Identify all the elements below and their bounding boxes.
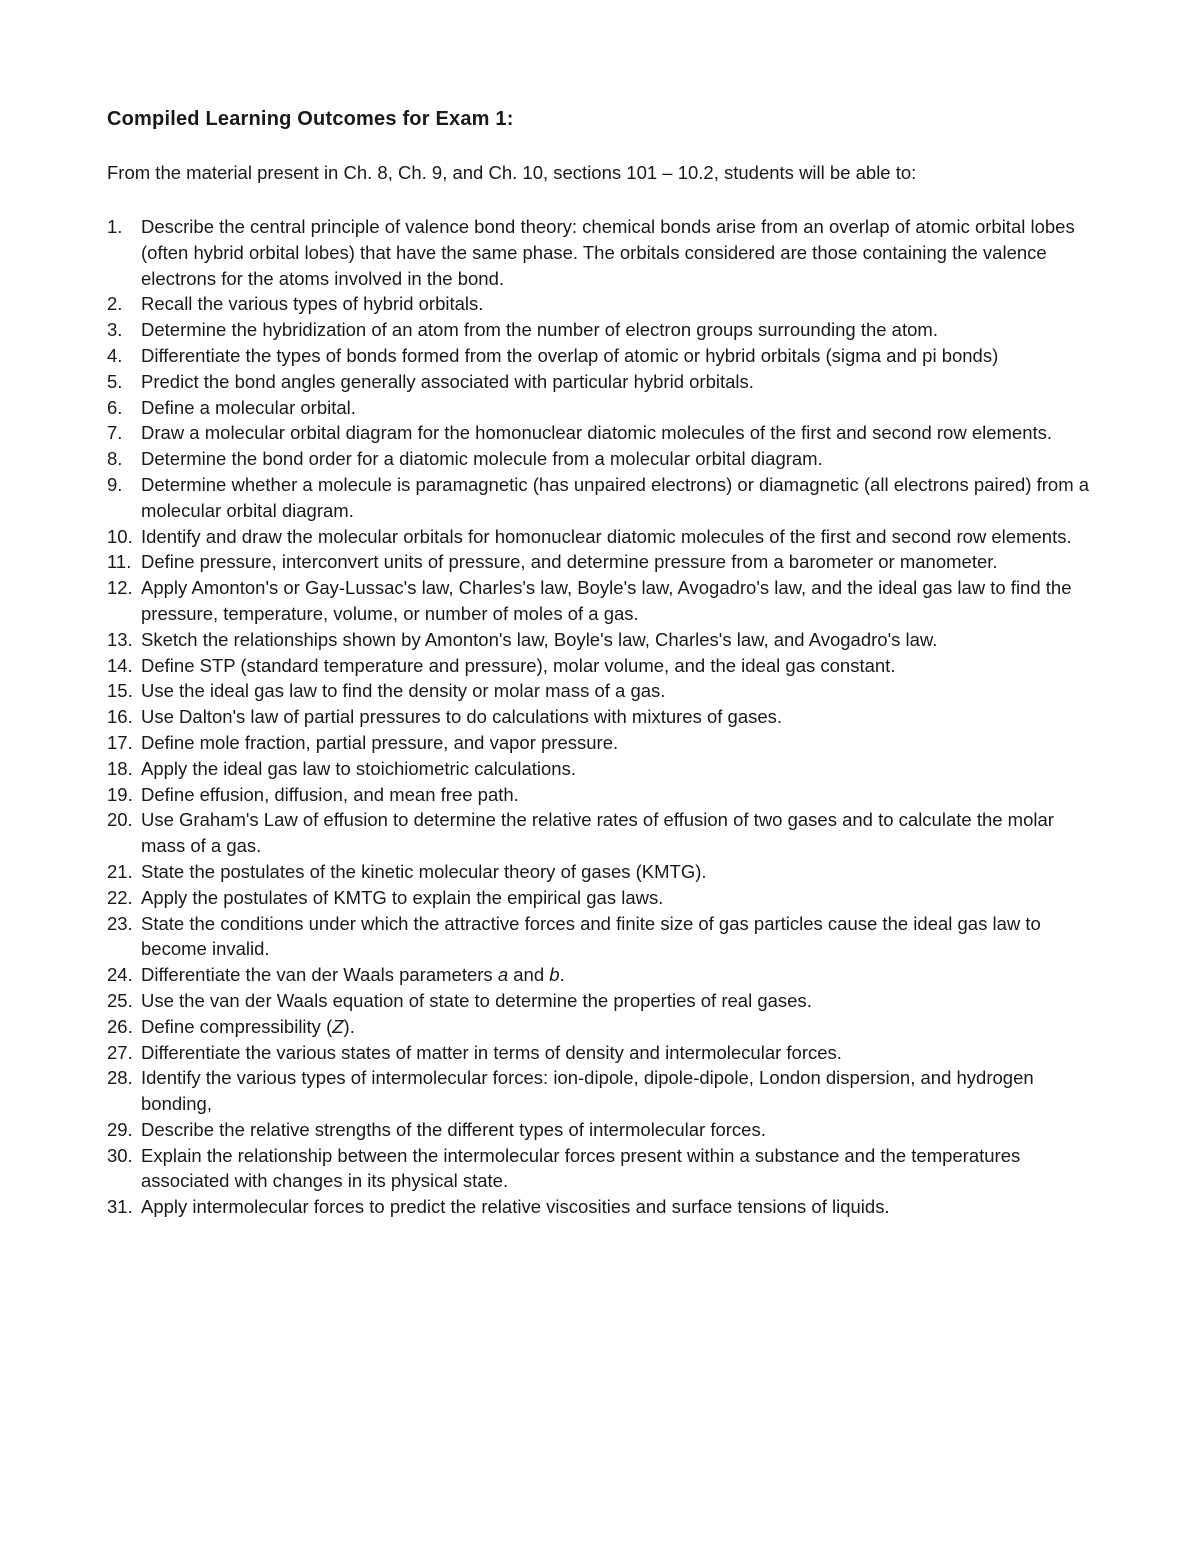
list-item-number: 24. xyxy=(107,964,133,986)
list-item-number: 29. xyxy=(107,1118,133,1140)
list-item-text: Determine the hybridization of an atom from the number of electron groups surrounding the atom. xyxy=(141,319,938,341)
list-item xyxy=(107,988,1092,1014)
list-item-text: Differentiate the types of bonds formed from the overlap of atomic or hybrid orbitals (sigma and pi bonds) xyxy=(141,344,999,366)
italic-variable: a xyxy=(497,964,509,986)
list-item-number: 6. xyxy=(107,396,123,418)
list-item xyxy=(107,343,1092,369)
document-title: Compiled Learning Outcomes for Exam 1: xyxy=(107,108,514,130)
list-item-text: Define a molecular orbital. xyxy=(141,396,356,418)
list-item-text: Draw a molecular orbital diagram for the homonuclear diatomic molecules of the first and second row elements. xyxy=(141,422,1053,444)
list-item xyxy=(107,395,1092,421)
list-item xyxy=(107,317,1092,343)
list-item-number: 4. xyxy=(107,344,123,366)
list-item-number: 13. xyxy=(107,628,133,650)
list-item-number: 1. xyxy=(107,216,123,237)
list-item-number: 10. xyxy=(107,525,133,547)
list-item-number: 17. xyxy=(107,731,133,753)
list-item xyxy=(107,369,1092,395)
list-item-number: 31. xyxy=(107,1196,133,1218)
list-item xyxy=(107,1117,1092,1143)
list-item-text: Use Dalton's law of partial pressures to do calculations with mixtures of gases. xyxy=(141,706,783,728)
list-item xyxy=(107,1014,1092,1040)
intro-paragraph: From the material present in Ch. 8, Ch. 9, and Ch. 10, sections 101 – 10.2, students will be able to: xyxy=(107,162,917,183)
list-item-text: Identify the various types of intermolecular forces: ion-dipole, dipole-dipole, London dispersion, and hydrogen bonding, xyxy=(141,1067,1034,1115)
list-item xyxy=(107,962,1092,988)
list-item xyxy=(107,885,1092,911)
list-item xyxy=(107,472,1092,524)
list-item-number: 2. xyxy=(107,293,123,315)
list-item xyxy=(107,575,1092,627)
text-fragment: . xyxy=(559,964,565,986)
list-item xyxy=(107,678,1092,704)
list-item xyxy=(107,1065,1092,1117)
list-item-number: 30. xyxy=(107,1144,133,1166)
list-item xyxy=(107,756,1092,782)
list-item xyxy=(107,420,1092,446)
text-fragment: Differentiate the van der Waals parameters xyxy=(141,964,498,986)
list-item-text: Define mole fraction, partial pressure, and vapor pressure. xyxy=(141,731,619,753)
list-item xyxy=(107,446,1092,472)
list-item xyxy=(107,524,1092,550)
list-item xyxy=(107,549,1092,575)
list-item xyxy=(107,291,1092,317)
list-item xyxy=(107,730,1092,756)
list-item-number: 9. xyxy=(107,473,123,495)
list-item xyxy=(107,859,1092,885)
list-item xyxy=(107,807,1092,859)
list-item-number: 11. xyxy=(107,551,132,573)
list-item-text: Determine whether a molecule is paramagnetic (has unpaired electrons) or diamagnetic (all electrons paired) from a molecular orbital diagram. xyxy=(141,473,1090,521)
list-item-text: Use the ideal gas law to find the density or molar mass of a gas. xyxy=(141,680,666,702)
list-item-number: 5. xyxy=(107,370,123,392)
list-item-text: Define effusion, diffusion, and mean free path. xyxy=(141,783,519,805)
list-item-text: Apply the postulates of KMTG to explain the empirical gas laws. xyxy=(141,886,664,908)
list-item xyxy=(107,911,1092,963)
list-item xyxy=(107,653,1092,679)
italic-variable: b xyxy=(549,964,560,986)
list-item-number: 23. xyxy=(107,912,133,934)
list-item-number: 16. xyxy=(107,706,133,728)
list-item-number: 22. xyxy=(107,886,133,908)
list-item-text: Recall the various types of hybrid orbitals. xyxy=(141,293,484,315)
list-item-number: 15. xyxy=(107,680,133,702)
list-item-number: 26. xyxy=(107,1015,133,1037)
list-item-number: 20. xyxy=(107,809,133,831)
list-item-text: Apply Amonton's or Gay-Lussac's law, Charles's law, Boyle's law, Avogadro's law, and the ideal gas law to find the pressure, temperature, volume, or number of moles of a gas. xyxy=(141,577,1072,624)
list-item xyxy=(107,627,1092,653)
list-item-text: Describe the relative strengths of the different types of intermolecular forces. xyxy=(141,1118,766,1140)
list-item-text xyxy=(141,1014,1092,1040)
list-item-text: Differentiate the various states of matter in terms of density and intermolecular forces. xyxy=(141,1041,842,1063)
list-item-number: 8. xyxy=(107,448,123,470)
learning-outcomes-list xyxy=(107,214,1092,1220)
list-item xyxy=(107,1040,1092,1066)
list-item xyxy=(107,1143,1092,1195)
list-item-text: Use the van der Waals equation of state to determine the properties of real gases. xyxy=(141,989,812,1011)
list-item-text: Explain the relationship between the intermolecular forces present within a substance and the temperatures associated with changes in its physical state. xyxy=(141,1144,1021,1192)
list-item-text: Use Graham's Law of effusion to determine the relative rates of effusion of two gases and to calculate the molar mass of a gas. xyxy=(141,809,1054,857)
italic-variable: Z xyxy=(332,1015,344,1037)
list-item-text: State the postulates of the kinetic molecular theory of gases (KMTG). xyxy=(141,860,707,882)
list-item-text xyxy=(141,962,1092,988)
list-item-text: Determine the bond order for a diatomic molecule from a molecular orbital diagram. xyxy=(141,448,823,470)
list-item-number: 21. xyxy=(107,860,133,882)
list-item xyxy=(107,704,1092,730)
list-item-number: 3. xyxy=(107,319,123,341)
list-item-text: Define pressure, interconvert units of pressure, and determine pressure from a barometer or manometer. xyxy=(141,551,998,573)
list-item-number: 12. xyxy=(107,577,133,599)
list-item-text: Define STP (standard temperature and pressure), molar volume, and the ideal gas constant. xyxy=(141,654,896,676)
list-item-number: 28. xyxy=(107,1067,133,1089)
text-fragment: and xyxy=(508,964,550,986)
list-item xyxy=(107,782,1092,808)
list-item-text: Describe the central principle of valence bond theory: chemical bonds arise from an overlap of atomic orbital lobes (often hybrid orbital lobes) that have the same phase. The orbitals considered are those containing the valence electrons for the atoms involved in the bond. xyxy=(141,216,1075,289)
list-item-number: 14. xyxy=(107,654,133,676)
list-item-text: State the conditions under which the attractive forces and finite size of gas particles cause the ideal gas law to become invalid. xyxy=(141,912,1041,960)
list-item-text: Apply intermolecular forces to predict the relative viscosities and surface tensions of liquids. xyxy=(141,1196,890,1218)
list-item-text: Predict the bond angles generally associated with particular hybrid orbitals. xyxy=(141,370,754,392)
list-item-number: 25. xyxy=(107,989,133,1011)
list-item-number: 7. xyxy=(107,422,123,444)
list-item xyxy=(107,1194,1092,1220)
text-fragment: Define compressibility ( xyxy=(141,1015,333,1037)
list-item-text: Sketch the relationships shown by Amonton's law, Boyle's law, Charles's law, and Avogadro's law. xyxy=(141,628,938,650)
list-item-text: Identify and draw the molecular orbitals for homonuclear diatomic molecules of the first and second row elements. xyxy=(141,525,1072,547)
list-item-number: 27. xyxy=(107,1041,133,1063)
list-item-text: Apply the ideal gas law to stoichiometric calculations. xyxy=(141,757,576,779)
list-item-number: 19. xyxy=(107,783,133,805)
list-item-number: 18. xyxy=(107,757,133,779)
text-fragment: ). xyxy=(343,1015,355,1037)
list-item xyxy=(107,214,1092,291)
